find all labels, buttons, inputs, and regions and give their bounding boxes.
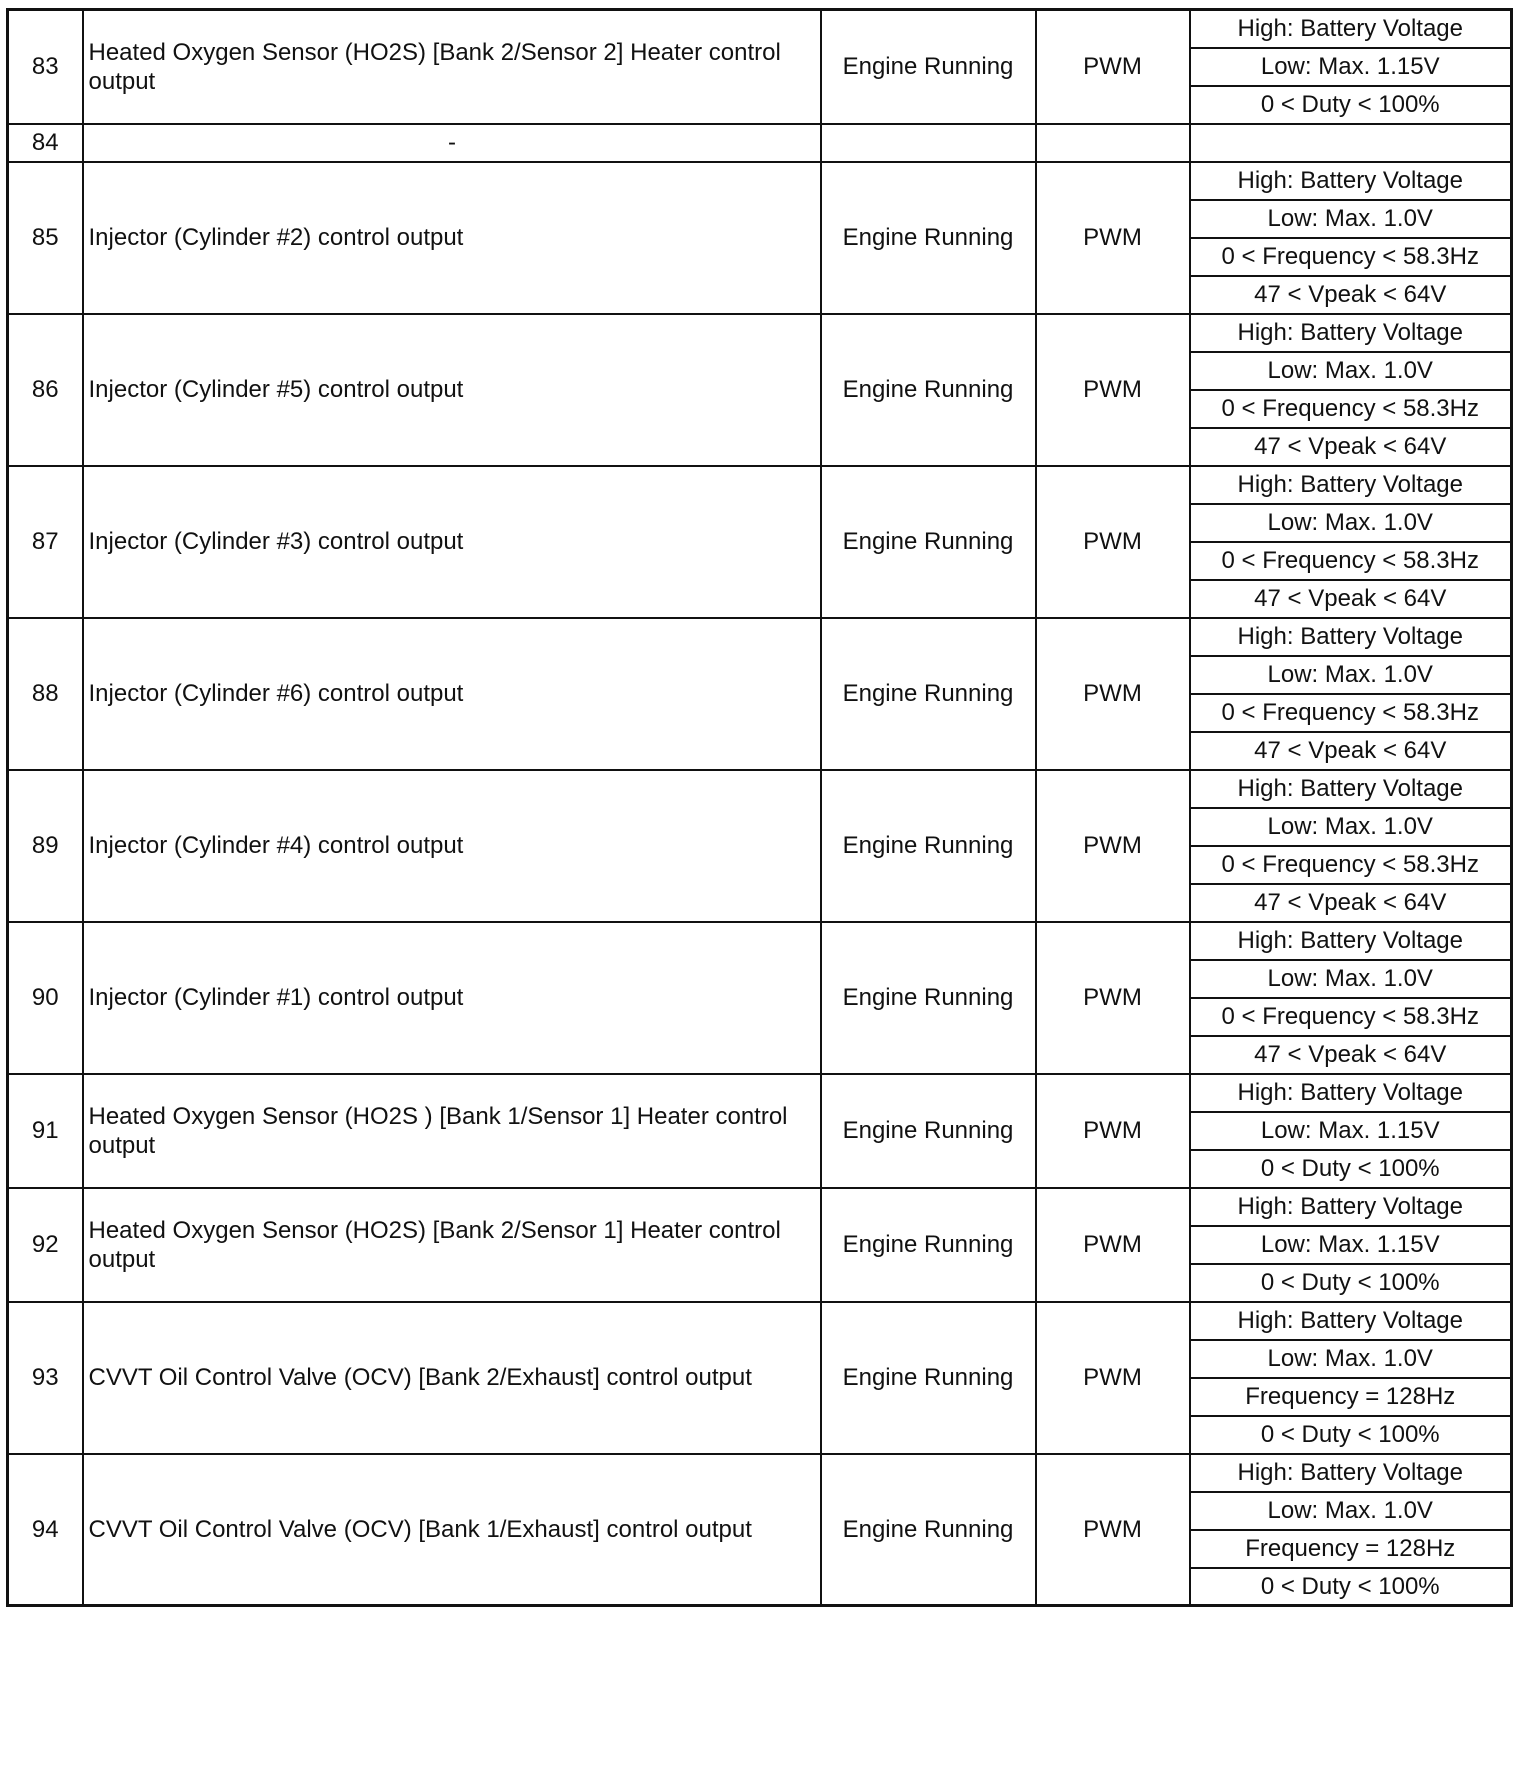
table-row (8, 1302, 1512, 1340)
pin-signal-level: High: Battery Voltage (1190, 770, 1512, 808)
pin-signal-level: 47 < Vpeak < 64V (1190, 580, 1512, 618)
pin-signal-level: 0 < Frequency < 58.3Hz (1190, 542, 1512, 580)
pin-signal-level: Low: Max. 1.0V (1190, 808, 1512, 846)
pin-signal-level: Low: Max. 1.15V (1190, 1226, 1512, 1264)
pin-signal-level: 0 < Frequency < 58.3Hz (1190, 694, 1512, 732)
pin-signal-type: PWM (1036, 314, 1190, 466)
pin-signal-level: 0 < Frequency < 58.3Hz (1190, 390, 1512, 428)
pin-signal-level: High: Battery Voltage (1190, 1302, 1512, 1340)
pin-signal-level: 0 < Duty < 100% (1190, 1150, 1512, 1188)
pin-number: 94 (8, 1454, 83, 1606)
table-row (8, 618, 1512, 656)
pin-signal-level: 0 < Duty < 100% (1190, 1568, 1512, 1606)
table-row (8, 162, 1512, 200)
pin-signal-level: High: Battery Voltage (1190, 314, 1512, 352)
pin-condition: Engine Running (821, 466, 1036, 618)
pin-signal-type: PWM (1036, 1188, 1190, 1302)
pin-description: Injector (Cylinder #3) control output (83, 466, 821, 618)
pin-condition: Engine Running (821, 1188, 1036, 1302)
table-row (8, 1188, 1512, 1226)
pin-signal-level: 0 < Duty < 100% (1190, 1416, 1512, 1454)
pin-number: 90 (8, 922, 83, 1074)
pin-description: Heated Oxygen Sensor (HO2S) [Bank 2/Sensor 1] Heater control output (83, 1188, 821, 1302)
pin-signal-level: High: Battery Voltage (1190, 162, 1512, 200)
pin-signal-level: 0 < Frequency < 58.3Hz (1190, 998, 1512, 1036)
pin-signal-type: PWM (1036, 922, 1190, 1074)
table-row (8, 314, 1512, 352)
pin-description: Injector (Cylinder #2) control output (83, 162, 821, 314)
table-row (8, 1074, 1512, 1112)
pin-description: Injector (Cylinder #5) control output (83, 314, 821, 466)
pin-signal-level: 47 < Vpeak < 64V (1190, 428, 1512, 466)
pin-table (6, 8, 1513, 1607)
pin-number: 93 (8, 1302, 83, 1454)
pin-signal-type: PWM (1036, 1454, 1190, 1606)
pin-signal-level: High: Battery Voltage (1190, 466, 1512, 504)
pin-number: 88 (8, 618, 83, 770)
pin-signal-level: High: Battery Voltage (1190, 1188, 1512, 1226)
table-row (8, 466, 1512, 504)
table-row (8, 124, 1512, 162)
pin-description: Injector (Cylinder #1) control output (83, 922, 821, 1074)
pin-description: Injector (Cylinder #4) control output (83, 770, 821, 922)
pin-signal-level: 0 < Frequency < 58.3Hz (1190, 238, 1512, 276)
pin-signal-level: Low: Max. 1.15V (1190, 48, 1512, 86)
pin-signal-level: Low: Max. 1.0V (1190, 1492, 1512, 1530)
pin-signal-level: 0 < Duty < 100% (1190, 86, 1512, 124)
pin-number: 85 (8, 162, 83, 314)
pin-condition: Engine Running (821, 1302, 1036, 1454)
pin-signal-type: PWM (1036, 466, 1190, 618)
pin-condition (821, 124, 1036, 162)
pin-number: 86 (8, 314, 83, 466)
pin-condition: Engine Running (821, 770, 1036, 922)
pin-signal-level: 47 < Vpeak < 64V (1190, 884, 1512, 922)
pin-signal-level: High: Battery Voltage (1190, 10, 1512, 48)
pin-signal-level: 47 < Vpeak < 64V (1190, 732, 1512, 770)
pin-signal-level (1190, 124, 1512, 162)
pin-description: Heated Oxygen Sensor (HO2S) [Bank 2/Sensor 2] Heater control output (83, 10, 821, 124)
pin-number: 83 (8, 10, 83, 124)
pin-signal-level: Low: Max. 1.0V (1190, 960, 1512, 998)
pin-description: - (83, 124, 821, 162)
pin-signal-type: PWM (1036, 1302, 1190, 1454)
pin-signal-level: Low: Max. 1.0V (1190, 352, 1512, 390)
pin-signal-level: 0 < Duty < 100% (1190, 1264, 1512, 1302)
pin-signal-level: High: Battery Voltage (1190, 922, 1512, 960)
table-row (8, 1454, 1512, 1492)
pin-signal-level: Frequency = 128Hz (1190, 1530, 1512, 1568)
pin-signal-level: Low: Max. 1.0V (1190, 656, 1512, 694)
pin-signal-level: Low: Max. 1.15V (1190, 1112, 1512, 1150)
pin-signal-type: PWM (1036, 10, 1190, 124)
pin-number: 89 (8, 770, 83, 922)
pin-condition: Engine Running (821, 922, 1036, 1074)
pin-table-body (8, 10, 1512, 1606)
pin-number: 92 (8, 1188, 83, 1302)
pin-signal-type: PWM (1036, 770, 1190, 922)
pin-signal-level: Low: Max. 1.0V (1190, 504, 1512, 542)
pin-signal-type: PWM (1036, 162, 1190, 314)
pin-signal-level: 0 < Frequency < 58.3Hz (1190, 846, 1512, 884)
pin-description: Heated Oxygen Sensor (HO2S ) [Bank 1/Sensor 1] Heater control output (83, 1074, 821, 1188)
pin-signal-level: Frequency = 128Hz (1190, 1378, 1512, 1416)
pin-signal-type: PWM (1036, 618, 1190, 770)
pin-table-container (6, 8, 1513, 1607)
pin-signal-type: PWM (1036, 1074, 1190, 1188)
pin-signal-level: 47 < Vpeak < 64V (1190, 276, 1512, 314)
pin-condition: Engine Running (821, 1454, 1036, 1606)
pin-signal-level: 47 < Vpeak < 64V (1190, 1036, 1512, 1074)
pin-description: CVVT Oil Control Valve (OCV) [Bank 2/Exhaust] control output (83, 1302, 821, 1454)
pin-description: CVVT Oil Control Valve (OCV) [Bank 1/Exhaust] control output (83, 1454, 821, 1606)
pin-description: Injector (Cylinder #6) control output (83, 618, 821, 770)
table-row (8, 770, 1512, 808)
pin-condition: Engine Running (821, 1074, 1036, 1188)
pin-signal-level: High: Battery Voltage (1190, 1074, 1512, 1112)
pin-signal-level: Low: Max. 1.0V (1190, 200, 1512, 238)
pin-number: 91 (8, 1074, 83, 1188)
pin-signal-level: High: Battery Voltage (1190, 618, 1512, 656)
pin-number: 84 (8, 124, 83, 162)
pin-signal-level: Low: Max. 1.0V (1190, 1340, 1512, 1378)
pin-number: 87 (8, 466, 83, 618)
table-row (8, 922, 1512, 960)
pin-signal-level: High: Battery Voltage (1190, 1454, 1512, 1492)
pin-condition: Engine Running (821, 314, 1036, 466)
pin-condition: Engine Running (821, 10, 1036, 124)
pin-condition: Engine Running (821, 618, 1036, 770)
table-row (8, 10, 1512, 48)
pin-condition: Engine Running (821, 162, 1036, 314)
pin-signal-type (1036, 124, 1190, 162)
